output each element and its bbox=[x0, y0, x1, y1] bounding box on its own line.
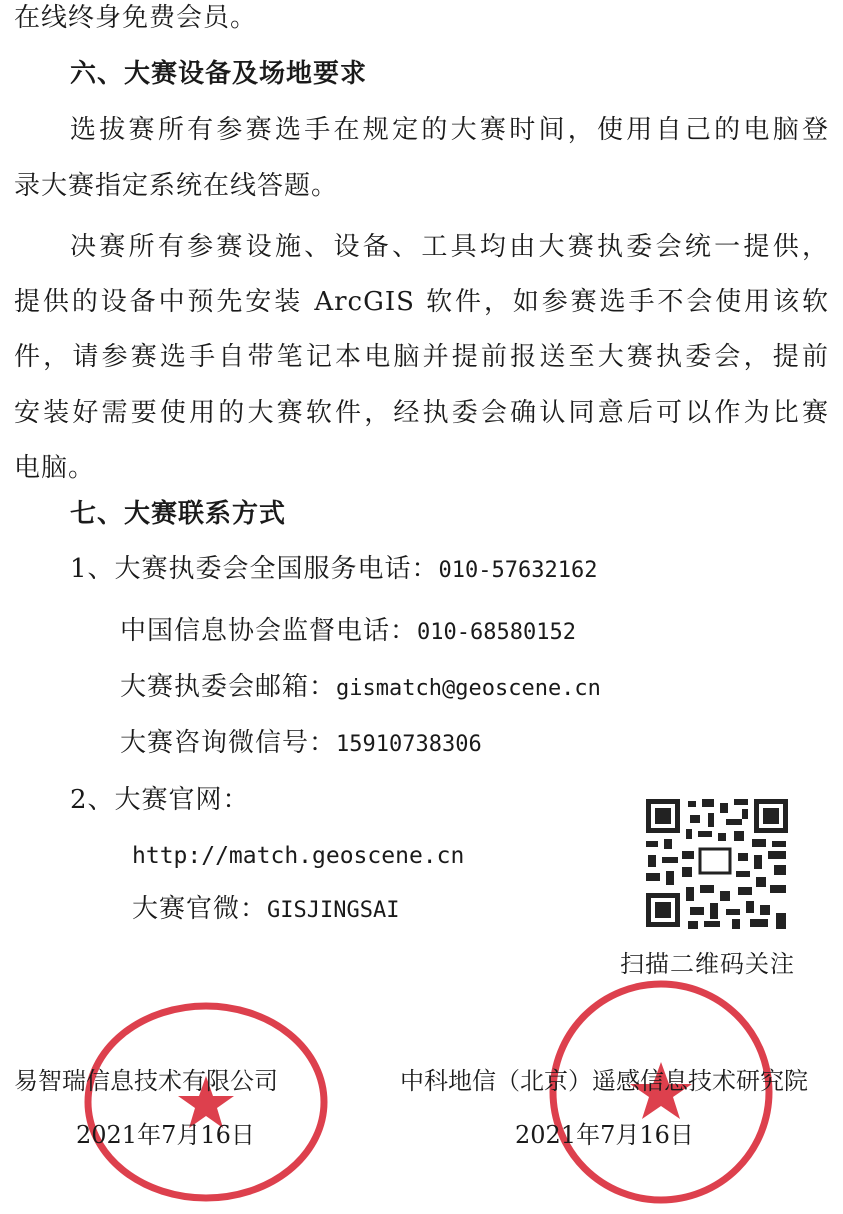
contact-item-1 bbox=[70, 553, 598, 587]
qr-caption: 扫描二维码关注 bbox=[620, 950, 795, 978]
body-line-4: 录大赛指定系统在线答题。 bbox=[14, 171, 339, 201]
wechat-id: 15910738306 bbox=[336, 732, 482, 757]
weibo-label: 大赛官微： bbox=[132, 894, 268, 924]
company-seal-left bbox=[82, 998, 330, 1202]
contact-wechat bbox=[120, 727, 482, 761]
contact-supervise bbox=[120, 615, 576, 649]
signatory-right-org: 中科地信（北京）遥感信息技术研究院 bbox=[400, 1067, 808, 1095]
service-phone: 010-57632162 bbox=[438, 558, 598, 583]
weibo-id: GISJINGSAI bbox=[267, 898, 400, 923]
contact-email bbox=[120, 671, 601, 705]
website-url: http://match.geoscene.cn bbox=[132, 843, 465, 869]
body-line-5: 决赛所有参赛设施、设备、工具均由大赛执委会统一提供， bbox=[70, 232, 829, 262]
email-address: gismatch@geoscene.cn bbox=[336, 676, 601, 701]
body-line-3: 选拔赛所有参赛选手在规定的大赛时间，使用自己的电脑登 bbox=[70, 115, 829, 145]
body-line-9: 电脑。 bbox=[14, 453, 96, 483]
qr-code bbox=[642, 795, 792, 931]
signatory-right-date: 2021年7月16日 bbox=[515, 1121, 694, 1149]
body-line-6: 提供的设备中预先安装 ArcGIS 软件，如参赛选手不会使用该软 bbox=[14, 287, 829, 317]
contact-item-2: 2、大赛官网： bbox=[70, 785, 250, 815]
section-heading-six: 六、大赛设备及场地要求 bbox=[70, 59, 368, 89]
body-line-8: 安装好需要使用的大赛软件，经执委会确认同意后可以作为比赛 bbox=[14, 398, 829, 428]
section-heading-seven: 七、大赛联系方式 bbox=[70, 499, 287, 529]
supervise-label: 中国信息协会监督电话： bbox=[120, 616, 418, 646]
supervise-phone: 010-68580152 bbox=[417, 620, 576, 645]
signatory-left-date: 2021年7月16日 bbox=[76, 1121, 255, 1149]
contact-item-1-label: 1、大赛执委会全国服务电话： bbox=[70, 554, 439, 584]
body-line-7: 件，请参赛选手自带笔记本电脑并提前报送至大赛执委会，提前 bbox=[14, 342, 829, 372]
contact-weibo bbox=[132, 893, 399, 927]
email-label: 大赛执委会邮箱： bbox=[120, 672, 337, 702]
body-line-1: 在线终身免费会员。 bbox=[14, 3, 258, 33]
wechat-label: 大赛咨询微信号： bbox=[120, 728, 337, 758]
signatory-left-org: 易智瑞信息技术有限公司 bbox=[14, 1067, 278, 1095]
